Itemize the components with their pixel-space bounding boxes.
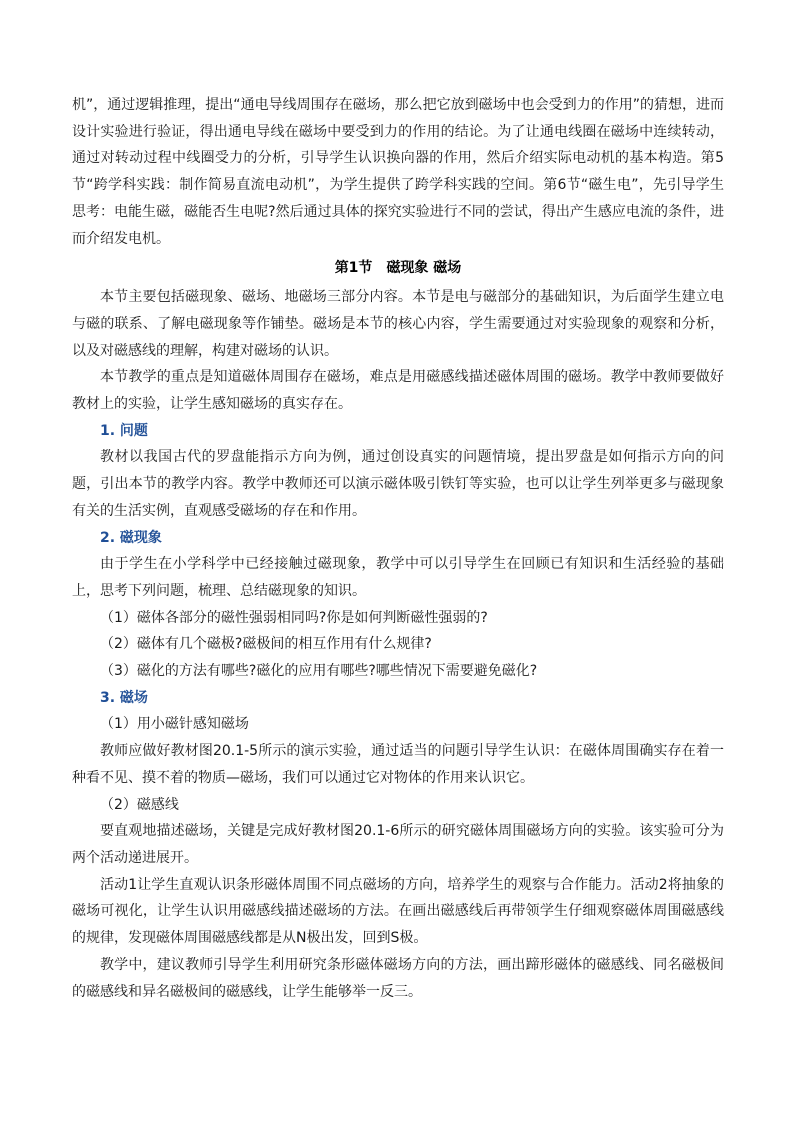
heading-magnetic-phenomena: 2. 磁现象 (100, 529, 162, 546)
section-name: 磁现象 磁场 (386, 260, 462, 277)
paragraph-activities: 活动1让学生直观认识条形磁体周围不同点磁场的方向，培养学生的观察与合作能力。活动2将抽象的磁场可视化，让学生认识用磁感线描述磁场的方法。在画出磁感线后再带领学生仔细观察磁体周围磁感线的规律，发现磁体周围磁感线都是从N极出发，回到S极。 (72, 876, 724, 947)
subheading-field-lines: （2）磁感线 (100, 796, 179, 813)
subheading-compass: （1）用小磁针感知磁场 (100, 716, 249, 733)
paragraph-question: 教材以我国古代的罗盘能指示方向为例，通过创设真实的问题情境，提出罗盘是如何指示方向的问题，引出本节的教学内容。教学中教师还可以演示磁体吸引铁钉等实验，也可以让学生列举更多与磁现象有关的生活实例，直观感受磁场的存在和作用。 (72, 449, 724, 519)
question-item-2: （2）磁体有几个磁极?磁极间的相互作用有什么规律? (100, 636, 432, 653)
paragraph-overview: 本节主要包括磁现象、磁场、地磁场三部分内容。本节是电与磁部分的基础知识，为后面学生建立电与磁的联系、了解电磁现象等作铺垫。磁场是本节的核心内容，学生需要通过对实验现象的观察和分析，以及对磁感线的理解，构建对磁场的认识。 (72, 289, 724, 359)
paragraph-phenomena: 由于学生在小学科学中已经接触过磁现象，教学中可以引导学生在回顾已有知识和生活经验的基础上，思考下列问题，梳理、总结磁现象的知识。 (72, 556, 724, 599)
paragraph-compass: 教师应做好教材图20.1-5所示的演示实验，通过适当的问题引导学生认识：在磁体周围确实存在着一种看不见、摸不着的物质—磁场，我们可以通过它对物体的作用来认识它。 (72, 743, 724, 786)
heading-magnetic-field: 3. 磁场 (100, 689, 148, 706)
question-item-3: （3）磁化的方法有哪些?磁化的应用有哪些?哪些情况下需要避免磁化? (100, 663, 538, 680)
document-body (72, 92, 724, 1005)
paragraph-field-lines: 要直观地描述磁场，关键是完成好教材图20.1-6所示的研究磁体周围磁场方向的实验。该实验可分为两个活动递进展开。 (72, 823, 724, 866)
section-title (72, 252, 724, 284)
intro-paragraph: 机”，通过逻辑推理，提出“通电导线周围存在磁场，那么把它放到磁场中也会受到力的作用”的猜想，进而设计实验进行验证，得出通电导线在磁场中要受到力的作用的结论。为了让通电线圈在磁场中连续转动，通过对转动过程中线圈受力的分析，引导学生认识换向器的作用，然后介绍实际电动机的基本构造。第5节“跨学科实践：制作简易直流电动机”，为学生提供了跨学科实践的空间。第6节“磁生电”，先引导学生思考：电能生磁，磁能否生电呢?然后通过具体的探究实验进行不同的尝试，得出产生感应电流的条件，进而介绍发电机。 (72, 97, 724, 247)
paragraph-focus: 本节教学的重点是知道磁体周围存在磁场，难点是用磁感线描述磁体周围的磁场。教学中教师要做好教材上的实验，让学生感知磁场的真实存在。 (72, 369, 724, 413)
heading-question: 1. 问题 (100, 422, 148, 439)
paragraph-teaching-tip: 教学中，建议教师引导学生利用研究条形磁体磁场方向的方法，画出蹄形磁体的磁感线、同名磁极间的磁感线和异名磁极间的磁感线，让学生能够举一反三。 (72, 956, 724, 1000)
section-number: 第1节 (334, 260, 373, 277)
question-item-1: （1）磁体各部分的磁性强弱相同吗?你是如何判断磁性强弱的? (100, 609, 488, 626)
